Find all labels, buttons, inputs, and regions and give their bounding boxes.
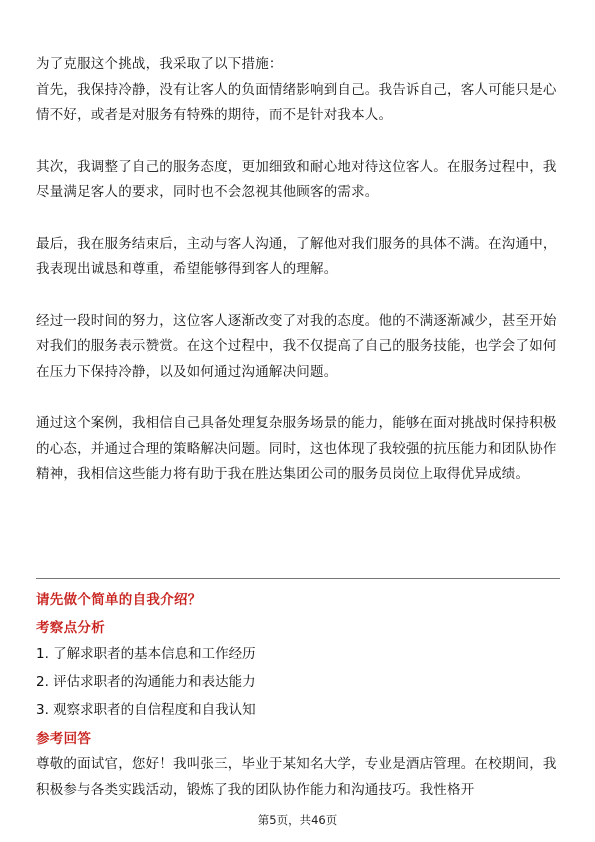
analysis-item: 3. 观察求职者的自信程度和自我认知 (36, 702, 256, 718)
answer-text: 尊敬的面试官，您好！我叫张三，毕业于某知名大学，专业是酒店管理。在校期间，我积极参与各类实践活动，锻炼了我的团队协作能力和沟通技巧。我性格开 (36, 756, 557, 798)
paragraph-second-measure: 其次，我调整了自己的服务态度，更加细致和耐心地对待这位客人。在服务过程中，我尽量满足客人的要求，同时也不会忽视其他顾客的需求。 (36, 158, 557, 200)
answer-heading: 参考回答 (36, 731, 92, 747)
analysis-item: 1. 了解求职者的基本信息和工作经历 (36, 646, 256, 662)
paragraph-first-measure: 首先，我保持冷静，没有让客人的负面情绪影响到自己。我告诉自己，客人可能只是心情不好，或者是对服务有特殊的期待，而不是针对我本人。 (36, 81, 557, 123)
paragraph-last-measure: 最后，我在服务结束后，主动与客人沟通，了解他对我们服务的具体不满。在沟通中，我表现出诚恳和尊重，希望能够得到客人的理解。 (36, 235, 557, 277)
page-number: 第5页，共46页 (257, 813, 338, 827)
analysis-heading: 考察点分析 (36, 620, 105, 636)
section-divider (36, 578, 560, 579)
paragraph-conclusion: 通过这个案例，我相信自己具备处理复杂服务场景的能力，能够在面对挑战时保持积极的心态，并通过合理的策略解决问题。同时，这也体现了我较强的抗压能力和团队协作精神，我相信这些能力将有助于我在胜达集团公司的服务员岗位上取得优异成绩。 (36, 415, 557, 482)
paragraph-result: 经过一段时间的努力，这位客人逐渐改变了对我的态度。他的不满逐渐减少，甚至开始对我们的服务表示赞赏。在这个过程中，我不仅提高了自己的服务技能，也学会了如何在压力下保持冷静，以及如何通过沟通解决问题。 (36, 312, 557, 380)
intro-line: 为了克服这个挑战，我采取了以下措施： (36, 56, 283, 72)
analysis-item: 2. 评估求职者的沟通能力和表达能力 (36, 674, 256, 690)
main-text-block (36, 52, 560, 488)
question-title: 请先做个简单的自我介绍？ (36, 592, 202, 608)
question-section (36, 589, 560, 803)
